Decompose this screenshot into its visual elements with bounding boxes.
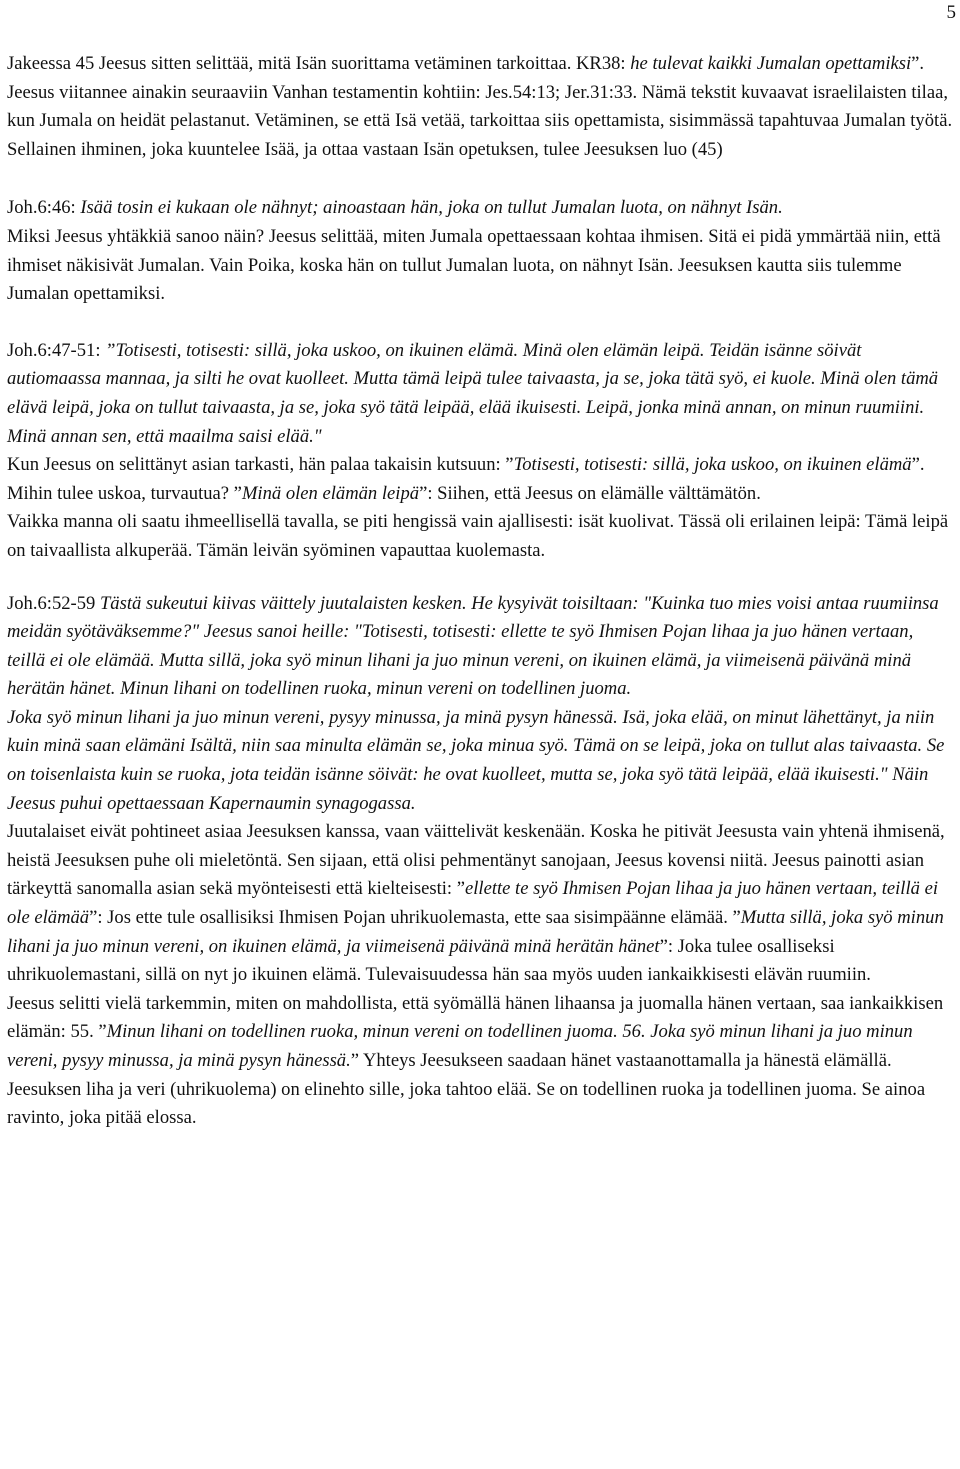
quoted-text-run: Joka syö minun lihani ja juo minun vereni, pysyy minussa, ja minä pysyn hänessä. Isä, joka elää, on minut lähettänyt, ja niin kuin minä saan elämäni Isältä, niin saa minulta elämän se, joka minua syö. Tämä on se leipä, joka on tullut alas taivaasta. Se on toisenlaista kuin se ruoka, jota teidän isänne söivät: he ovat kuolleet, mutta se, joka syö tätä leipää, elää ikuisesti." Näin Jeesus puhui opettaessaan Kapernaumin synagogassa. (7, 706, 945, 814)
quoted-text-run: Totisesti, totisesti: sillä, joka uskoo, on ikuinen elämä (513, 454, 912, 476)
quoted-text-run: Minun lihani on todellinen ruoka, minun vereni on todellinen juoma. 56. Joka syö minun lihani ja juo minun vereni, pysyy minussa, ja minä pysyn hänessä. (7, 1021, 913, 1071)
text-run: ” Yhteys Jeesukseen saadaan hänet vastaanottamalla ja hänestä elämällä. Jeesuksen liha ja veri (uhrikuolema) on elinehto sille, joka tahtoo elää. Se on todellinen ruoka ja todellinen juoma. Se ainoa ravinto, joka pitää elossa. (7, 1050, 926, 1129)
text-run: Jakeessa 45 Jeesus sitten selittää, mitä Isän suorittama vetäminen tarkoittaa. KR38: (7, 53, 631, 74)
paragraph-joh-6-47-51 (7, 337, 956, 451)
text-run: ”: Joka tulee osalliseksi uhrikuolemastani, sillä on nyt jo ikuinen elämä. Tulevaisuudessa hän saa myös uuden iankaikkisesti elävän ruumiin. (7, 935, 871, 986)
text-run: Vaikka manna oli saatu ihmeellisellä tavalla, se piti hengissä vain ajallisesti: isät kuolivat. Tässä oli erilainen leipä: Tämä leipä on taivaallista alkuperää. Tämän leivän syöminen vapauttaa kuolemasta. (7, 511, 949, 561)
paragraph-gap (7, 164, 956, 194)
quoted-text-run: he tulevat kaikki Jumalan opettamiksi (630, 53, 912, 74)
text-run: ”: Siihen, että Jeesus on elämälle välttämätön. (419, 482, 761, 504)
quoted-text-run: Mutta sillä, joka syö minun lihani ja juo minun vereni, on ikuinen elämä, ja viimeisenä päivänä minä herätän hänet (7, 907, 944, 957)
paragraph-gap (7, 309, 956, 337)
paragraph-jeesus-selitti (7, 990, 956, 1133)
document-body (7, 50, 956, 1133)
text-run: ”. Mihin tulee uskoa, turvautua? ” (7, 454, 925, 504)
quoted-text-run: ”Totisesti, totisesti: sillä, joka uskoo, on ikuinen elämä. Minä olen elämän leipä. Teidän isänne söivät autiomaassa mannaa, ja silti he ovat kuolleet. Mutta tämä leipä tulee taivaasta, ja se, joka tätä syö, ei kuole. Minä olen tämä elävä leipä, joka on tullut taivaasta, ja se, joka syö tätä leipää, elää ikuisesti. Leipä, jonka minä annan, on minun ruumiini. Minä annan sen, että maailma saisi elää." (7, 339, 939, 447)
text-run: Jeesus selitti vielä tarkemmin, miten on mahdollista, että syömällä hänen lihaansa ja juomalla hänen vertaan, saa iankaikkisen elämän: 55. ” (7, 992, 944, 1043)
paragraph-kun-jeesus (7, 451, 956, 508)
text-run: ”: Jos ette tule osallisiksi Ihmisen Pojan uhrikuolemasta, ette saa sisimpäänne elämää. ” (89, 907, 741, 929)
quoted-text-run: Isää tosin ei kukaan ole nähnyt; ainoastaan hän, joka on tullut Jumalan luota, on nähnyt Isän. (80, 197, 783, 219)
paragraph-vaikka-manna (7, 508, 956, 565)
paragraph-gap (7, 566, 956, 590)
text-run: Juutalaiset eivät pohtineet asiaa Jeesuksen kanssa, vaan väittelivät keskenään. Koska he pitivät Jeesusta vain yhtenä ihmisenä, heistä Jeesuksen puhe oli mieletöntä. Sen sijaan, että olisi pehmentänyt sanojaan, Jeesus kovensi niitä. Jeesus painotti asian tärkeyttä sanomalla asian sekä myönteisesti että kielteisesti: ” (7, 821, 945, 900)
page-number: 5 (946, 2, 956, 23)
paragraph-juutalaiset (7, 818, 956, 990)
text-run: Miksi Jeesus yhtäkkiä sanoo näin? Jeesus selittää, miten Jumala opettaessaan kohtaa ihmisen. Sitä ei pidä ymmärtää niin, että ihmiset näkisivät Jumalan. Vain Poika, koska hän on tullut Jumalan luota, on nähnyt Isän. Jeesuksen kautta siis tulemme Jumalan opettamiksi. (7, 225, 941, 305)
paragraph-joh-6-52-59 (7, 590, 956, 704)
text-run: Joh.6:47-51: (7, 339, 106, 361)
paragraph-joh-6-46 (7, 194, 956, 223)
text-run: Joh.6:46: (7, 197, 81, 219)
text-run: ”. Jeesus viitannee ainakin seuraaviin Vanhan testamentin kohtiin: Jes.54:13; Jer.31:33. Nämä tekstit kuvaavat israelilaisten tilaa, kun Jumala on heidät pelastanut. Vetäminen, se että Isä vetää, tarkoittaa siis opettamista, sisimmässä tapahtuvaa Jumalan työtä. Sellainen ihminen, joka kuuntelee Isää, ja ottaa vastaan Isän opetuksen, tulee Jeesuksen luo (45) (7, 53, 953, 160)
text-run: Kun Jeesus on selittänyt asian tarkasti, hän palaa takaisin kutsuun: ” (7, 454, 514, 476)
quoted-text-run: ellette te syö Ihmisen Pojan lihaa ja juo hänen vertaan, teillä ei ole elämää (7, 878, 938, 929)
quoted-text-run: Tästä sukeutui kiivas väittely juutalaisten kesken. He kysyivät toisiltaan: "Kuinka tuo mies voisi antaa ruumiinsa meidän syötäväksemme?" Jeesus sanoi heille: "Totisesti, totisesti: ellette te syö Ihmisen Pojan lihaa ja juo hänen vertaan, teillä ei ole elämää. Mutta sillä, joka syö minun lihani ja juo minun vereni, on ikuinen elämä, ja viimeisenä päivänä minä herätän hänet. Minun lihani on todellinen ruoka, minun vereni on todellinen juoma. (7, 592, 939, 700)
quoted-text-run: Minä olen elämän leipä (241, 482, 420, 504)
text-run: Joh.6:52-59 (7, 592, 100, 614)
paragraph-jakeessa-45 (7, 50, 956, 164)
paragraph-joka-syo (7, 704, 956, 818)
paragraph-miksi-jeesus (7, 223, 956, 309)
